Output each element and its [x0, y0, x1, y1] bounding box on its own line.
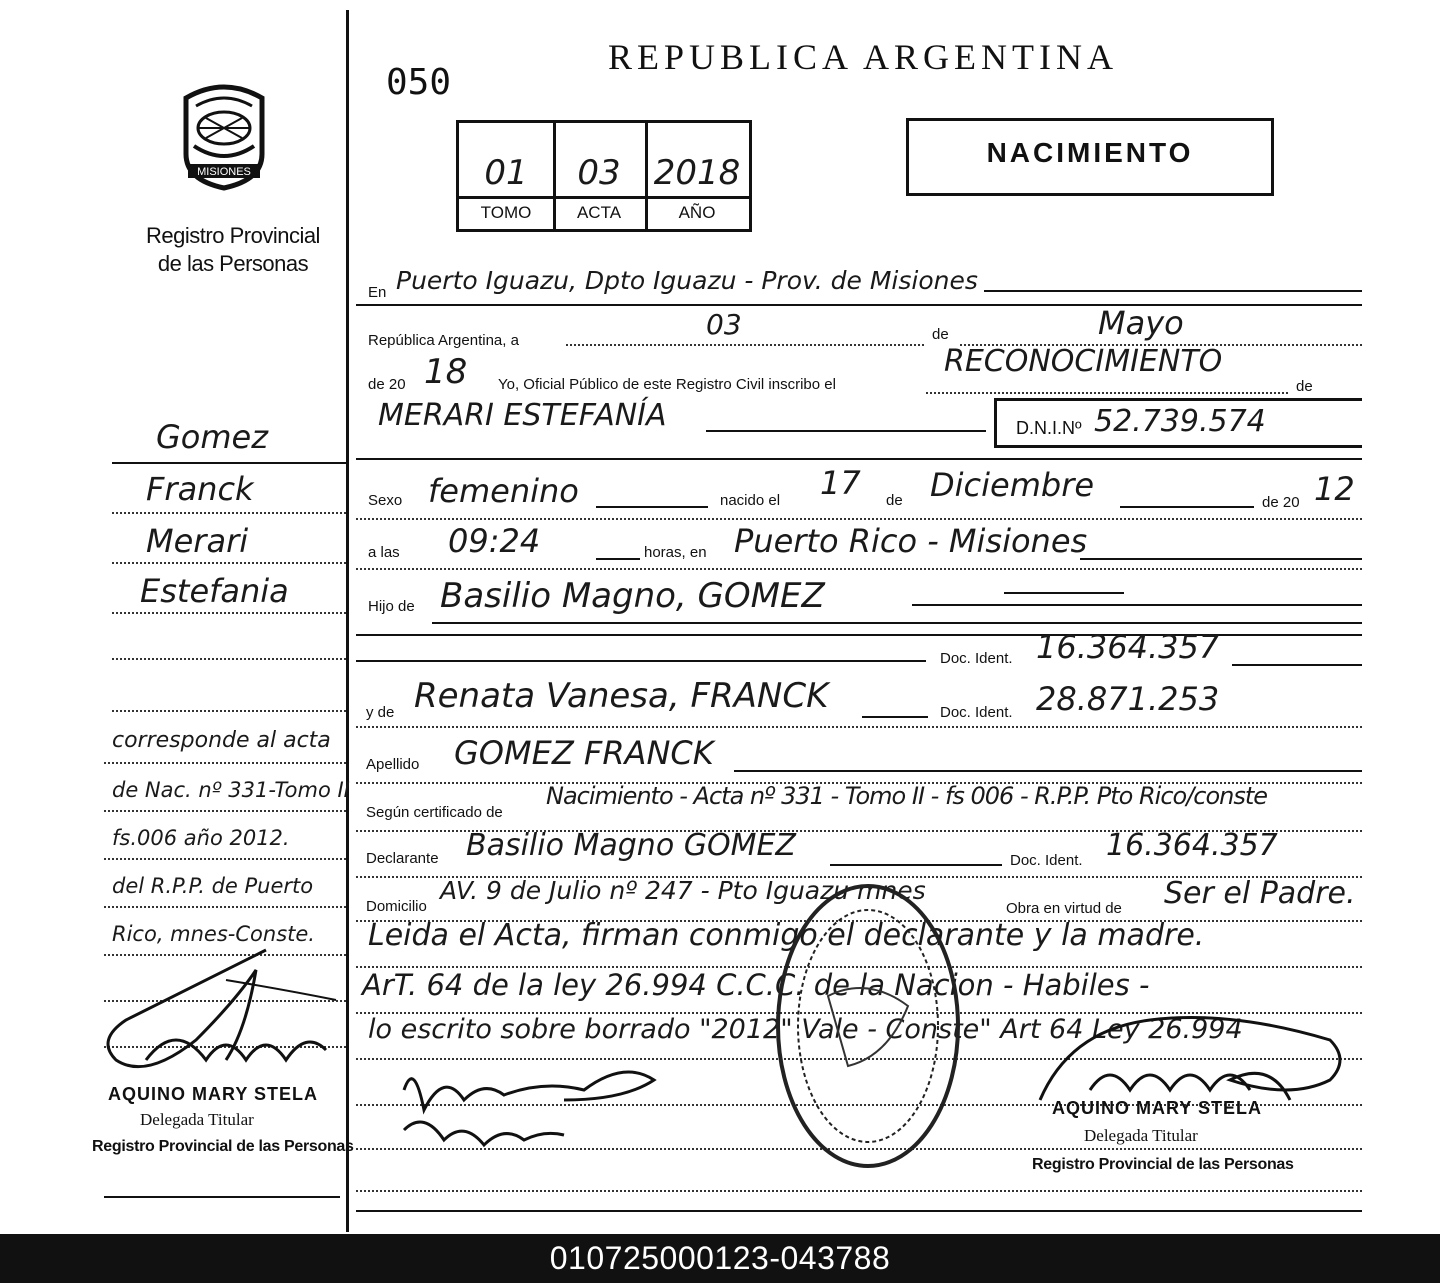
margin-surname1: Gomez — [156, 418, 269, 456]
margin-rule — [112, 658, 346, 660]
en-value: Puerto Iguazu, Dpto Iguazu - Prov. de Misiones — [396, 266, 978, 295]
en-label: En — [368, 284, 387, 301]
margin-note-line4: del R.P.P. de Puerto — [112, 874, 314, 898]
alas-label: a las — [368, 544, 400, 561]
anio-value: 2018 — [653, 153, 741, 193]
margin-seal-name: AQUINO MARY STELA — [108, 1084, 319, 1104]
tomo-value: 01 — [484, 153, 528, 193]
birth-year-prefix: de 20 — [1262, 494, 1300, 511]
form-rule — [356, 1190, 1362, 1192]
dni-label: D.N.I.Nº — [1016, 418, 1082, 438]
obra-label: Obra en virtud de — [1006, 900, 1122, 917]
doc-label2: Doc. Ident. — [940, 704, 1013, 721]
form-rule — [596, 558, 640, 560]
margin-rule — [104, 762, 346, 764]
horas-label: horas, en — [644, 544, 707, 561]
segun-value: Nacimiento - Acta nº 331 - Tomo II - fs 006 - R.P.P. Pto Rico/conste — [546, 782, 1268, 810]
form-rule — [356, 568, 1362, 570]
official-round-stamp-icon — [768, 876, 968, 1176]
declarante-label: Declarante — [366, 850, 439, 867]
birth-day: 17 — [820, 464, 861, 502]
republica-label: República Argentina, a — [368, 332, 519, 349]
margin-rule — [104, 1196, 340, 1198]
margin-note-line2: de Nac. nº 331-Tomo II — [112, 778, 350, 802]
margin-rule — [112, 462, 346, 464]
official-signature-icon — [1030, 1000, 1360, 1110]
segun-label: Según certificado de — [366, 804, 503, 821]
form-rule — [356, 458, 1362, 460]
obra-value: Ser el Padre. — [1164, 876, 1356, 911]
svg-text:MISIONES: MISIONES — [197, 166, 251, 178]
yo-label: Yo, Oficial Público de este Registro Civil inscribo el — [498, 376, 836, 393]
form-rule — [1232, 664, 1362, 666]
form-rule — [1080, 558, 1362, 560]
declarant-signature-icon — [384, 1050, 684, 1170]
anio-cell — [645, 123, 749, 229]
day-value: 03 — [706, 308, 742, 341]
act-type-box — [906, 118, 1274, 196]
margin-rule — [104, 906, 346, 908]
form-rule — [356, 304, 1362, 306]
year-prefix: de 20 — [368, 376, 406, 393]
margin-name2: Estefania — [140, 572, 289, 610]
de-label3: de — [886, 492, 903, 509]
registry-name-line2: de las Personas — [157, 251, 309, 276]
madre-value: Renata Vanesa, FRANCK — [414, 676, 829, 716]
apellido-value: GOMEZ FRANCK — [454, 734, 714, 772]
form-seal-name: AQUINO MARY STELA — [1052, 1098, 1263, 1118]
registry-name-line1: Registro Provincial — [146, 223, 320, 248]
acta-value: 03 — [577, 153, 621, 193]
name-value: MERARI ESTEFANÍA — [378, 398, 667, 433]
form-rule — [862, 716, 928, 718]
margin-note-line5: Rico, mnes-Conste. — [112, 922, 315, 946]
de-label: de — [932, 326, 949, 343]
margin-note-line3: fs.006 año 2012. — [112, 826, 290, 850]
form-rule — [1120, 506, 1254, 508]
margin-signature-icon — [86, 940, 356, 1090]
padre-value: Basilio Magno, GOMEZ — [440, 576, 825, 616]
nacido-label: nacido el — [720, 492, 781, 509]
margin-rule — [112, 512, 346, 514]
apellido-label: Apellido — [366, 756, 420, 773]
madre-doc: 28.871.253 — [1036, 680, 1220, 718]
form-rule — [356, 660, 926, 662]
inscribo-value: RECONOCIMIENTO — [944, 344, 1223, 379]
form-rule — [830, 864, 1002, 866]
form-rule — [926, 392, 1288, 394]
margin-rule — [104, 858, 346, 860]
register-number: 050 — [386, 62, 452, 103]
year-value: 18 — [424, 352, 468, 392]
margin-name1: Merari — [146, 522, 249, 560]
obs-line2: ArT. 64 de la ley 26.994 C.C.C. de la Nacion - Habiles - — [362, 968, 1150, 1002]
declarante-value: Basilio Magno GOMEZ — [466, 828, 796, 863]
birth-year: 12 — [1314, 470, 1355, 508]
margin-note-line1: corresponde al acta — [112, 728, 331, 753]
lugar-value: Puerto Rico - Misiones — [734, 522, 1088, 560]
margin-rule — [104, 810, 346, 812]
margin-rule — [112, 710, 346, 712]
margin-surname2: Franck — [146, 470, 254, 508]
form-rule — [706, 430, 986, 432]
form-seal-role: Delegada Titular — [1084, 1126, 1198, 1145]
footer-bar — [0, 1234, 1440, 1283]
sexo-value: femenino — [428, 472, 579, 510]
hijo-label: Hijo de — [368, 598, 415, 615]
margin-seal-org: Registro Provincial de las Personas — [92, 1138, 354, 1155]
act-type-label: NACIMIENTO — [986, 137, 1194, 168]
tomo-cell — [459, 123, 556, 229]
form-rule — [734, 770, 1362, 772]
form-rule — [356, 518, 1362, 520]
form-rule — [432, 622, 1362, 624]
margin-seal-role: Delegada Titular — [140, 1110, 254, 1129]
form-rule — [912, 604, 1362, 606]
acta-caption: ACTA — [553, 196, 645, 229]
margin-rule — [112, 612, 346, 614]
form-rule — [566, 344, 924, 346]
hora-value: 09:24 — [448, 522, 541, 560]
obs-line1: Leida el Acta, firman conmigo el declarante y la madre. — [368, 918, 1205, 953]
form-rule — [356, 726, 1362, 728]
form-seal-org: Registro Provincial de las Personas — [1032, 1156, 1294, 1173]
sexo-label: Sexo — [368, 492, 403, 509]
domicilio-value: AV. 9 de Julio nº 247 - Pto Iguazu mnes — [440, 876, 926, 905]
form-rule — [984, 290, 1362, 292]
barcode-text: 010725000123-043788 — [549, 1240, 891, 1276]
de-label2: de — [1296, 378, 1313, 395]
form-rule — [596, 506, 708, 508]
dni-value: 52.739.574 — [1094, 404, 1266, 439]
doc-label3: Doc. Ident. — [1010, 852, 1083, 869]
obs-line3: lo escrito sobre borrado "2012" Vale - Conste" Art 64 Ley 26.994 — [368, 1014, 1243, 1045]
misiones-emblem-icon — [176, 76, 272, 194]
padre-doc: 16.364.357 — [1036, 628, 1220, 666]
month-value: Mayo — [1098, 304, 1184, 342]
registry-name — [108, 222, 358, 278]
form-rule — [1004, 592, 1124, 594]
anio-caption: AÑO — [645, 196, 749, 229]
tomo-acta-anio-table — [456, 120, 752, 232]
country-title: REPUBLICA ARGENTINA — [608, 37, 1119, 77]
acta-cell — [553, 123, 648, 229]
form-rule — [356, 1210, 1362, 1212]
doc-label1: Doc. Ident. — [940, 650, 1013, 667]
margin-rule — [112, 562, 346, 564]
tomo-caption: TOMO — [459, 196, 553, 229]
birth-month: Diciembre — [930, 466, 1095, 504]
domicilio-label: Domicilio — [366, 898, 427, 915]
declarante-doc: 16.364.357 — [1106, 828, 1278, 863]
yde-label: y de — [366, 704, 395, 721]
